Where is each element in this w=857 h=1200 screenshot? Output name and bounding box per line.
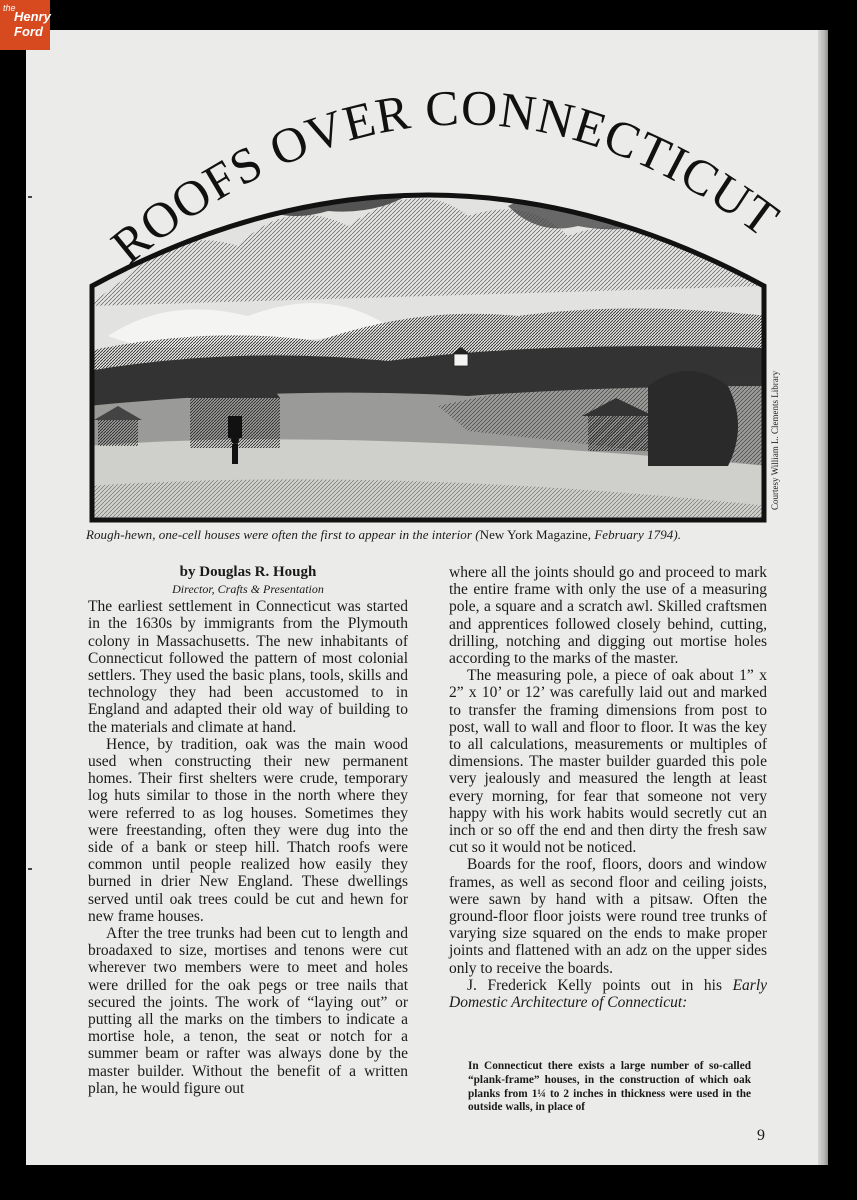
page-number: 9 — [757, 1127, 765, 1144]
paragraph: The measuring pole, a piece of oak about 1” x 2” x 10’ or 12’ was carefully laid out and marked to transfer the framing dimensions from post to post, wall to wall and floor to floor. It was the key to all calculations, measurements or multiples of dimensions. The master builder guarded this pole very jealously and measured the length at least every morning, for fear that someone not very happy with his work habits would secretly cut an inch or so off the end and then dirty the fresh saw cut so it would not be noticed. — [449, 667, 767, 857]
margin-mark — [28, 196, 32, 198]
logo-ford: Ford — [14, 24, 43, 39]
engraving-illustration — [88, 86, 768, 524]
book-title: Early Domestic Architecture of Connecticut: — [449, 976, 767, 1012]
image-caption — [86, 527, 786, 543]
paragraph: Boards for the roof, floors, doors and window frames, as well as second floor and ceiling joists, were sawn by hand with a pitsaw. Often the ground-floor floor joists were round tree trunks of varying size squared on the ends to make proper joints and flattened with an adz on the upper sides only to receive the boards. — [449, 856, 767, 977]
logo-henry: Henry — [14, 9, 51, 24]
caption-text: Rough-hewn, one-cell houses were often the first to appear in the interior ( — [86, 527, 480, 542]
paragraph: After the tree trunks had been cut to length and broadaxed to size, mortises and tenons were cut wherever two members were to meet and holes were drilled for the oak pegs or tree nails that secured the joints. The work of “laying out” or putting all the marks on the timbers to indicate a mortise hole, a tenon, the seat or notch for a summer beam or rafter was always done by the master builder. Without the benefit of a written plan, he would figure out — [88, 925, 408, 1097]
paragraph: Hence, by tradition, oak was the main wood used when constructing their new permanent homes. Their first shelters were crude, temporary log huts similar to those in the north where they were referred to as log houses. Sometimes they were freestanding, often they were dug into the side of a bank or steep hill. Thatch roofs were common until people realized how easily they burned in drier New England. These dwellings served until oak trees could be cut and hewn for new frame houses. — [88, 735, 408, 925]
kelly-intro: J. Frederick Kelly points out in his — [467, 976, 733, 994]
page-title-text: ROOFS OVER CONNECTICUT — [100, 79, 790, 275]
paragraph-kelly — [449, 977, 767, 1011]
article-column-right — [449, 564, 767, 1011]
caption-date: February 1794). — [591, 527, 681, 542]
margin-mark — [28, 868, 32, 870]
author-byline: by Douglas R. Hough — [179, 564, 317, 580]
logo-the: the — [3, 3, 16, 13]
paragraph: The earliest settlement in Connecticut was started in the 1630s by immigrants from the Plymouth colony in Massachusetts. The new inhabitants of Connecticut followed the pattern of most colonial settlers. They used the basic plans, tools, skills and technology they had been accustomed to in England and adapted their old way of building to the materials and climate at hand. — [88, 598, 408, 736]
page-gutter — [818, 30, 828, 1165]
caption-source: New York Magazine, — [479, 527, 592, 542]
photo-credit-text: Courtesy William L. Clements Library — [770, 370, 780, 510]
author-role: Director, Crafts & Presentation — [172, 582, 324, 597]
block-quote: In Connecticut there exists a large number of so-called “plank-frame” houses, in the construction of which oak planks from 1¼ to 2 inches in thickness were used in the outside walls, in place of — [468, 1060, 751, 1114]
article-column-left — [88, 564, 408, 1097]
paragraph: where all the joints should go and proceed to mark the entire frame with only the use of a measuring pole, a square and a scratch awl. Skilled craftsmen and apprentices followed closely behind, cutting, drilling, notching and digging out mortise holes according to the marks of the master. — [449, 564, 767, 668]
photo-credit — [770, 340, 784, 510]
